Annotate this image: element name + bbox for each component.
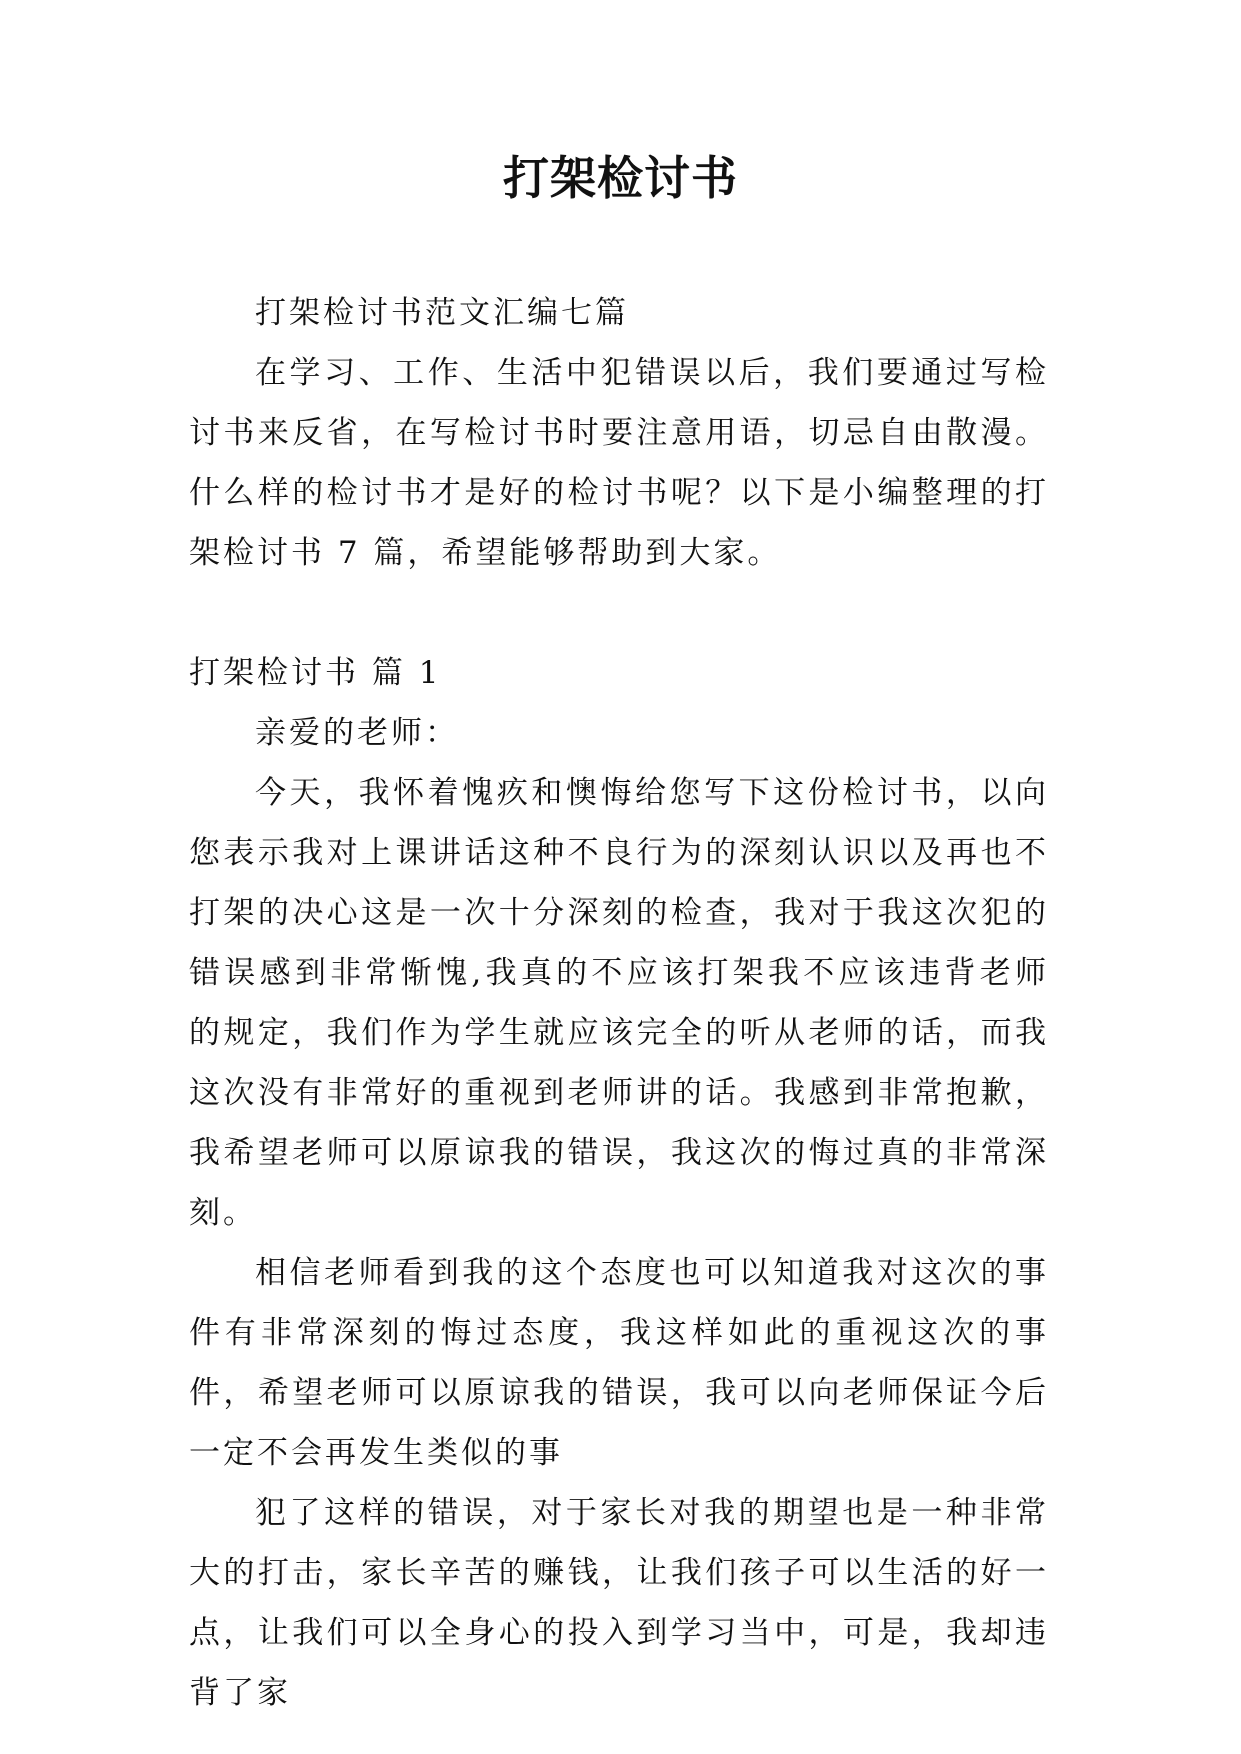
- intro-paragraph: 在学习、工作、生活中犯错误以后，我们要通过写检讨书来反省，在写检讨书时要注意用语，切忌自由散漫。什么样的检讨书才是好的检讨书呢？以下是小编整理的打架检讨书 7 篇，希望能够帮助到大家。: [189, 355, 1049, 571]
- document-title: 打架检讨书: [503, 151, 738, 205]
- body-paragraph: 今天，我怀着愧疚和懊悔给您写下这份检讨书，以向您表示我对上课讲话这种不良行为的深刻认识以及再也不打架的决心这是一次十分深刻的检查，我对于我这次犯的错误感到非常惭愧,我真的不应该打架我不应该违背老师的规定，我们作为学生就应该完全的听从老师的话，而我这次没有非常好的重视到老师讲的话。我感到非常抱歉，我希望老师可以原谅我的错误，我这次的悔过真的非常深刻。: [189, 775, 1049, 1231]
- document-body: [189, 283, 1049, 1723]
- salutation: 亲爱的老师：: [255, 715, 459, 751]
- body-paragraph: 犯了这样的错误，对于家长对我的期望也是一种非常大的打击，家长辛苦的赚钱，让我们孩子可以生活的好一点，让我们可以全身心的投入到学习当中，可是，我却违背了家: [189, 1495, 1049, 1711]
- body-paragraph: 相信老师看到我的这个态度也可以知道我对这次的事件有非常深刻的悔过态度，我这样如此的重视这次的事件，希望老师可以原谅我的错误，我可以向老师保证今后一定不会再发生类似的事: [189, 1255, 1049, 1471]
- document-subtitle: 打架检讨书范文汇编七篇: [255, 295, 629, 331]
- section-heading: 打架检讨书 篇 1: [189, 655, 442, 691]
